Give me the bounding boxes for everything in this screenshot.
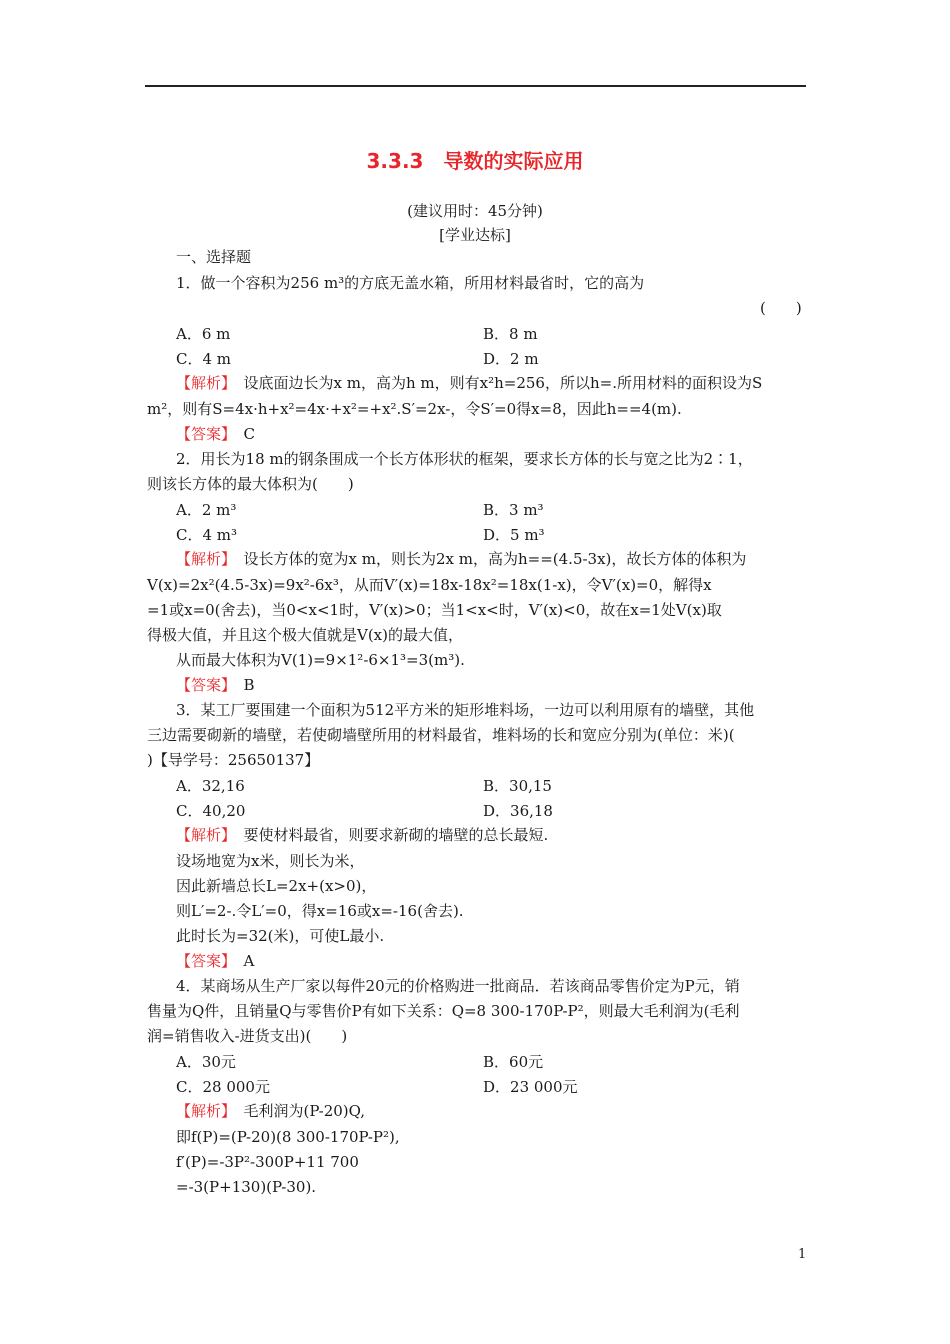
- q2-option-a: A．2 m³: [176, 501, 237, 519]
- q1-option-a: A．6 m: [176, 325, 231, 343]
- q4-analysis-line-2: 即f(P)=(P-20)(8 300-170P-P²),: [176, 1128, 400, 1146]
- q3-analysis-line-4: 则L′=2-.令L′=0，得x=16或x=-16(舍去).: [176, 902, 464, 920]
- q3-analysis-line-5: 此时长为=32(米)，可使L最小.: [176, 927, 385, 945]
- q2-option-d: D．5 m³: [483, 526, 545, 544]
- q3-option-a: A．32,16: [176, 777, 245, 795]
- q2-analysis-line-5: 从而最大体积为V(1)=9×1²-6×1³=3(m³).: [176, 651, 465, 669]
- q2-analysis-line-3: =1或x=0(舍去)，当0<x<1时，V′(x)>0；当1<x<时，V′(x)<0，故在x=1处V(x)取: [147, 601, 722, 619]
- q2-option-c: C．4 m³: [176, 526, 238, 544]
- q2-analysis-line-4: 得极大值，并且这个极大值就是V(x)的最大值，: [147, 626, 463, 644]
- q2-analysis-line-2: V(x)=2x²(4.5-3x)=9x²-6x³，从而V′(x)=18x-18x²=18x(1-x)，令V′(x)=0，解得x: [147, 576, 712, 594]
- q2-stem-line-1: 2．用长为18 m的钢条围成一个长方体形状的框架，要求长方体的长与宽之比为2∶1，: [176, 450, 753, 468]
- analysis-tag: 【解析】: [176, 1102, 229, 1120]
- q1-stem: 1．做一个容积为256 m³的方底无盖水箱，所用材料最省时，它的高为: [176, 274, 645, 292]
- analysis-tag: 【解析】: [176, 550, 229, 568]
- q4-option-c: C．28 000元: [176, 1078, 270, 1096]
- q1-answer: 【答案】 C: [176, 425, 256, 443]
- answer-tag: 【答案】: [176, 425, 229, 443]
- q3-stem-line-2: 三边需要砌新的墙壁，若使砌墙壁所用的材料最省，堆料场的长和宽应分别为(单位：米)(: [147, 726, 735, 744]
- q3-answer: 【答案】 A: [176, 952, 255, 970]
- q1-option-c: C．4 m: [176, 350, 232, 368]
- q4-option-a: A．30元: [176, 1053, 236, 1071]
- analysis-tag: 【解析】: [176, 374, 229, 392]
- q2-stem-line-2: 则该长方体的最大体积为( ): [147, 475, 354, 493]
- header-rule: [145, 85, 806, 87]
- q1-analysis-line-2: m²，则有S=4x·h+x²=4x·+x²=+x².S′=2x-，令S′=0得x=8，因此h==4(m).: [147, 400, 682, 418]
- q4-stem-line-2: 售量为Q件，且销量Q与零售价P有如下关系：Q=8 300-170P-P²，则最大毛利润为(毛利: [147, 1002, 740, 1020]
- q4-option-b: B．60元: [483, 1053, 544, 1071]
- q2-answer: 【答案】 B: [176, 676, 255, 694]
- q1-option-b: B．8 m: [483, 325, 538, 343]
- q4-analysis-line-1: 【解析】 毛利润为(P-20)Q,: [176, 1102, 365, 1120]
- q1-analysis-line-1: 【解析】 设底面边长为x m，高为h m，则有x²h=256，所以h=.所用材料的面积设为S: [176, 374, 763, 392]
- part-heading: 一、选择题: [176, 248, 252, 266]
- q3-analysis-line-2: 设场地宽为x米，则长为米，: [176, 852, 365, 870]
- page-title: 3.3.3 导数的实际应用: [366, 149, 584, 173]
- page-number: 1: [798, 1247, 807, 1262]
- analysis-tag: 【解析】: [176, 826, 229, 844]
- q4-analysis-line-4: =-3(P+130)(P-30).: [176, 1178, 317, 1196]
- q4-analysis-line-3: f′(P)=-3P²-300P+11 700: [176, 1153, 359, 1171]
- q2-option-b: B．3 m³: [483, 501, 544, 519]
- q3-stem-line-3: )【导学号：25650137】: [147, 751, 320, 769]
- suggested-time: (建议用时：45分钟): [407, 202, 543, 220]
- q3-analysis-line-3: 因此新墙总长L=2x+(x>0)，: [176, 877, 377, 895]
- q4-option-d: D．23 000元: [483, 1078, 578, 1096]
- answer-tag: 【答案】: [176, 952, 229, 970]
- q1-option-d: D．2 m: [483, 350, 539, 368]
- q3-stem-line-1: 3．某工厂要围建一个面积为512平方米的矩形堆料场，一边可以利用原有的墙壁，其他: [176, 701, 755, 719]
- q3-analysis-line-1: 【解析】 要使材料最省，则要求新砌的墙壁的总长最短.: [176, 826, 549, 844]
- section-label: [学业达标]: [439, 226, 511, 244]
- q1-answer-blank: ( ): [760, 299, 802, 317]
- q4-stem-line-3: 润=销售收入-进货支出)( ): [147, 1027, 348, 1045]
- q4-stem-line-1: 4．某商场从生产厂家以每件20元的价格购进一批商品．若该商品零售价定为P元，销: [176, 977, 740, 995]
- q3-option-d: D．36,18: [483, 802, 553, 820]
- q2-analysis-line-1: 【解析】 设长方体的宽为x m，则长为2x m，高为h==(4.5-3x)，故长方体的体积为: [176, 550, 747, 568]
- answer-tag: 【答案】: [176, 676, 229, 694]
- q3-option-c: C．40,20: [176, 802, 246, 820]
- q3-option-b: B．30,15: [483, 777, 552, 795]
